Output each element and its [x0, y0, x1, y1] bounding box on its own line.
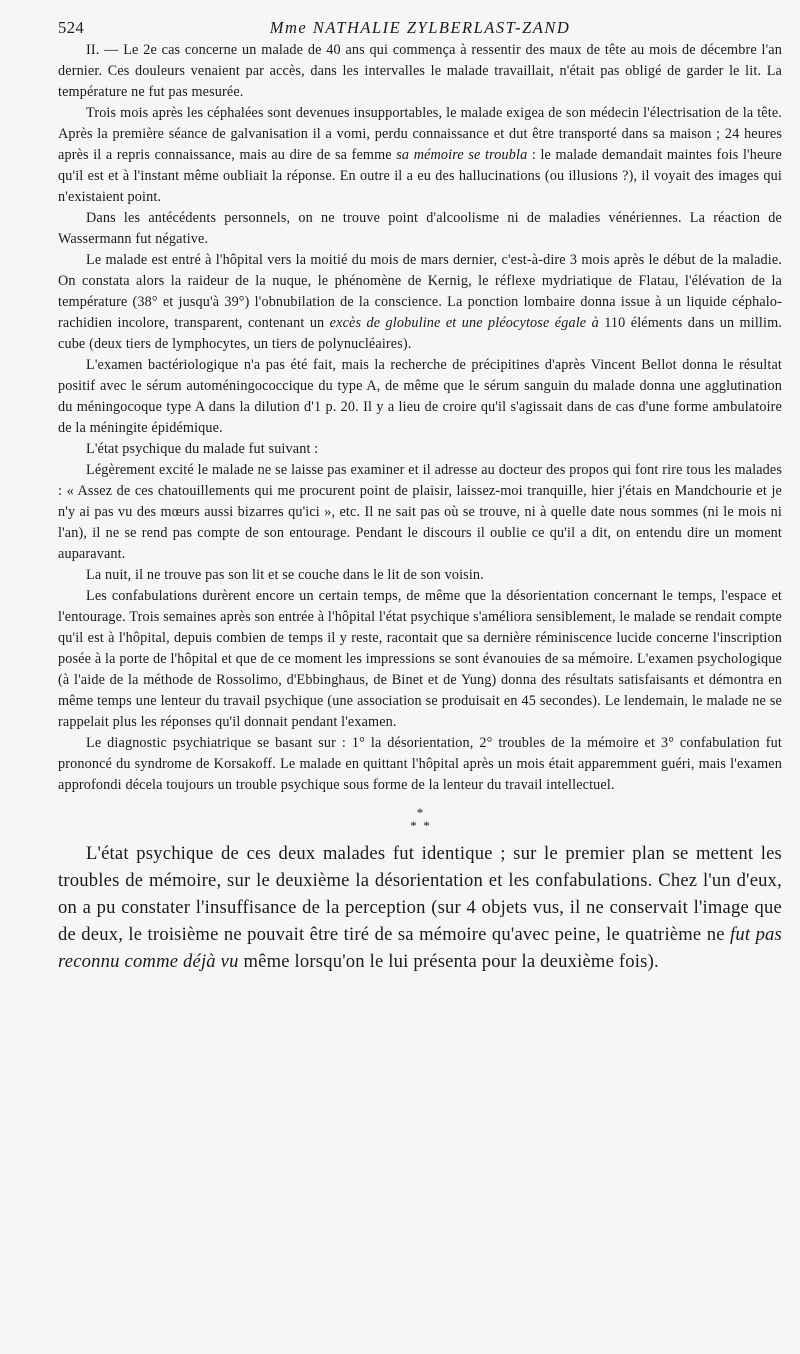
italic-memory-trouble: sa mémoire se troubla	[396, 147, 528, 163]
running-head: Mme NATHALIE ZYLBERLAST-ZAND	[269, 18, 571, 37]
conclusion-tail: même lorsqu'on le lui présenta pour la deuxième fois).	[238, 951, 659, 972]
paragraph-hospital-entry-text: Le malade est entré à l'hôpital vers la moitié du mois de mars dernier, c'est-à-dire 3 mois après le début de la maladie. On constata alors la raideur de la nuque, le phénomène de Kernig, le réflexe mydriatique de Flatau, l'élévation de la température (38° et jusqu'à 39°) l'obnubilation de la conscience. La ponction lombaire donna issue à un liquide céphalo-rachidien incolore, transparent, contenant un	[58, 252, 782, 331]
paragraph-galvanisation-tail: : le malade demandait maintes fois l'heure qu'il est et à l'instant même oubliait la réponse. En outre il a eu des hallucinations (ou illusions ?), il voyait des images qui n'existaient point.	[58, 147, 782, 205]
paragraph-antecedents: Dans les antécédents personnels, on ne trouve point d'alcoolisme ni de maladies vénériennes. La réaction de Wassermann fut négative.	[58, 210, 782, 247]
paragraph-night: La nuit, il ne trouve pas son lit et se couche dans le lit de son voisin.	[86, 567, 484, 583]
italic-not-recognized: fut pas reconnu comme déjà vu	[58, 924, 782, 972]
paragraph-case-intro: II. — Le 2e cas concerne un malade de 40 ans qui commença à ressentir des maux de tête au mois de décembre l'an dernier. Ces douleurs venaient par accès, dans les intervalles le malade travaillait, n'était pas obligé de garder le lit. La température ne fut pas mesurée.	[58, 42, 782, 100]
paragraph-galvanisation-text: Trois mois après les céphalées sont devenues insupportables, le malade exigea de son médecin l'électrisation de la tête. Après la première séance de galvanisation il a vomi, perdu connaissance et dut être transporté dans sa maison ; 24 heures après il a repris connaissance, mais au dire de sa femme	[58, 105, 782, 163]
section-divider-asterism	[58, 806, 782, 832]
asterism-bottom: * *	[410, 818, 430, 833]
case-report	[58, 40, 782, 796]
paragraph-excitement: Légèrement excité le malade ne se laisse pas examiner et il adresse au docteur des propos qui font rire tous les malades : « Assez de ces chatouillements qui me procurent point de plaisir, laissez-moi tranquille, hier j'étais en Mandchourie et je n'y ai pas vu des mœurs aussi bizarres qu'ici », etc. Il ne sait pas où se trouve, ni à quelle date nous sommes (ni le mois ni l'an), il ne se rend pas compte de son entourage. Pendant le discours il oublie ce qu'il a dit, on entendu dire un moment auparavant.	[58, 462, 782, 562]
paragraph-bacteriology: L'examen bactériologique n'a pas été fait, mais la recherche de précipitines d'après Vincent Bellot donna le résultat positif avec le sérum automéningococcique du type A, de même que le sérum sanguin du malade donna une agglutination du méningocoque type A dans la dilution d'1 p. 20. Il y a lieu de croire qu'il s'agissait dans de cas d'une forme ambulatoire de la méningite épidémique.	[58, 357, 782, 436]
conclusion	[58, 840, 782, 975]
page-header	[58, 12, 782, 40]
paragraph-confabulations: Les confabulations durèrent encore un certain temps, de même que la désorientation concernant le temps, l'espace et l'entourage. Trois semaines après son entrée à l'hôpital l'état psychique s'améliora sensiblement, le malade se rendait compte qu'il est à l'hôpital, depuis combien de temps il y reste, racontait que sa dernière réminiscence lucide concerne l'inscription posée à la porte de l'hôpital et que de ce moment les impressions se sont évanouies de sa mémoire. L'examen psychologique (à l'aide de la méthode de Rossolimo, d'Ebbinghaus, de Binet et de Yung) donna des résultats satisfaisants et démontra en même temps une lenteur du travail psychique (une association se produisait en 45 secondes). Le lendemain, le malade ne se rappelait plus les réponses qu'il donnait pendant l'examen.	[58, 588, 782, 730]
italic-globulin: excès de globuline et une pléocytose égale à	[329, 315, 599, 331]
paragraph-psychic-state: L'état psychique du malade fut suivant :	[86, 441, 319, 457]
asterism-top: *	[416, 805, 424, 820]
paragraph-galvanisation	[58, 103, 782, 208]
conclusion-text: L'état psychique de ces deux malades fut identique ; sur le premier plan se mettent les troubles de mémoire, sur le deuxième la désorientation et les confabulations. Chez l'un d'eux, on a pu constater l'insuffisance de la perception (sur 4 objets vus, il ne conservait l'image que de deux, le troisième ne pouvait être tiré de sa mémoire qu'avec peine, le quatrième ne	[58, 843, 782, 945]
paragraph-diagnosis: Le diagnostic psychiatrique se basant sur : 1° la désorientation, 2° troubles de la mémoire et 3° confabulation fut prononcé du syndrome de Korsakoff. Le malade en quittant l'hôpital après un mois était apparemment guéri, mais l'examen approfondi décela toujours un trouble psychique sous forme de la lenteur du travail intellectuel.	[58, 735, 782, 793]
paragraph-hospital-entry	[58, 250, 782, 355]
paragraph-conclusion	[58, 840, 782, 975]
paragraph-hospital-entry-tail: 110 éléments dans un millim. cube (deux tiers de lymphocytes, un tiers de polynucléaires).	[58, 315, 782, 352]
page-number: 524	[58, 18, 85, 37]
